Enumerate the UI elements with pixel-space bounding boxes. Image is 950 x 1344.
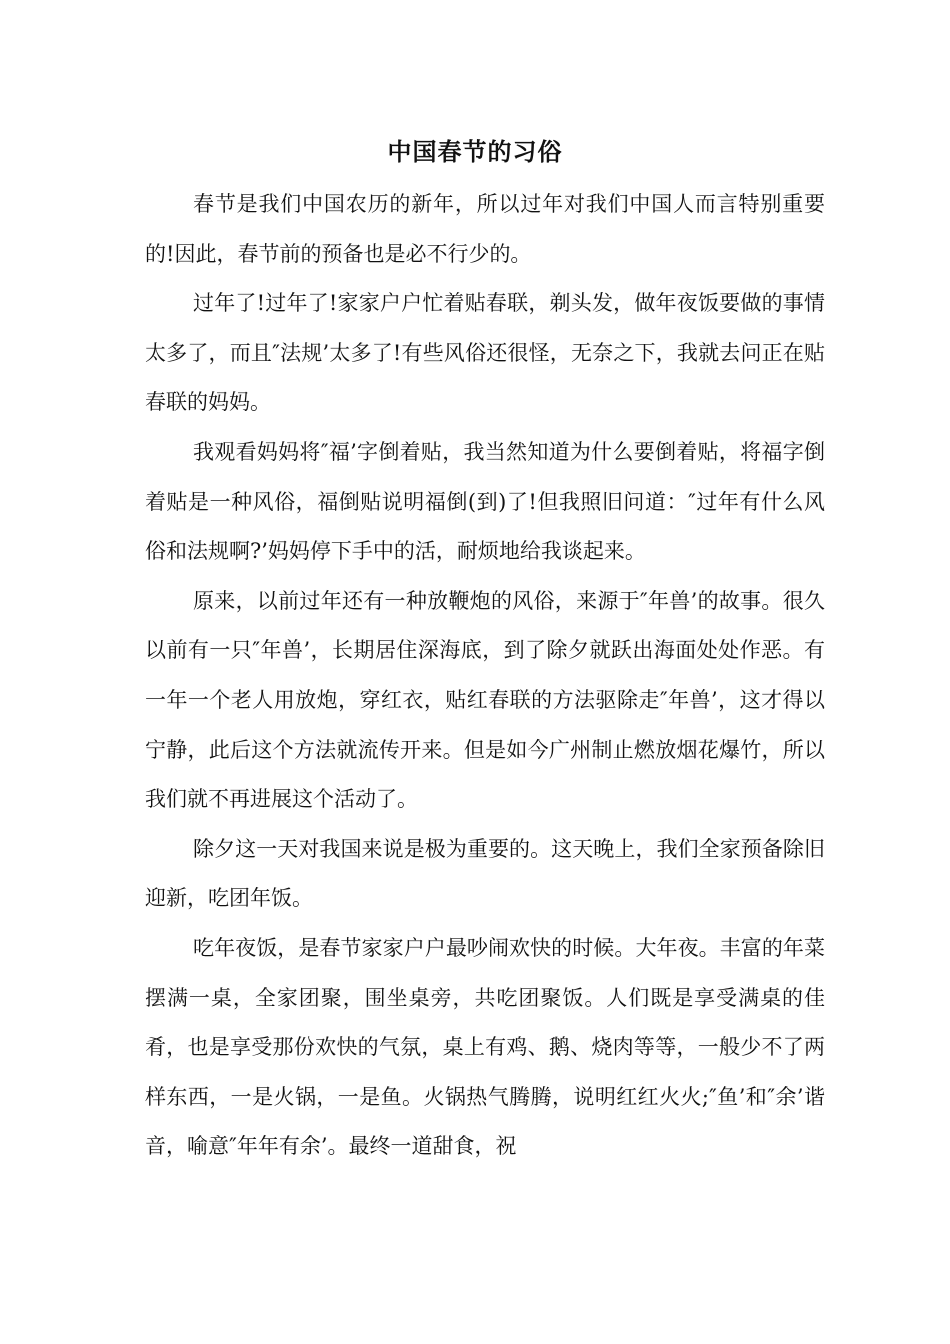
paragraph: 过年了!过年了!家家户户忙着贴春联，剃头发，做年夜饭要做的事情太多了，而且″法规’太多了!有些风俗还很怪，无奈之下，我就去问正在贴春联的妈妈。 bbox=[145, 291, 825, 415]
document-title: 中国春节的习俗 bbox=[387, 137, 563, 166]
document-body bbox=[145, 180, 825, 1172]
paragraph: 吃年夜饭，是春节家家户户最吵闹欢快的时候。大年夜。丰富的年菜摆满一桌，全家团聚，围坐桌旁，共吃团聚饭。人们既是享受满桌的佳肴，也是享受那份欢快的气氛，桌上有鸡、鹅、烧肉等等，一般少不了两样东西，一是火锅，一是鱼。火锅热气腾腾，说明红红火火;″鱼’和″余’谐音，喻意″年年有余’。最终一道甜食，祝 bbox=[145, 935, 825, 1159]
paragraph: 原来，以前过年还有一种放鞭炮的风俗，来源于″年兽’的故事。很久以前有一只″年兽’，长期居住深海底，到了除夕就跃出海面处处作恶。有一年一个老人用放炮，穿红衣，贴红春联的方法驱除走″年兽’，这才得以宁静，此后这个方法就流传开来。但是如今广州制止燃放烟花爆竹，所以我们就不再进展这个活动了。 bbox=[145, 588, 825, 812]
paragraph: 我观看妈妈将″福’字倒着贴，我当然知道为什么要倒着贴，将福字倒着贴是一种风俗，福倒贴说明福倒(到)了!但我照旧问道：″过年有什么风俗和法规啊?’妈妈停下手中的活，耐烦地给我谈起来。 bbox=[145, 439, 825, 564]
paragraph: 除夕这一天对我国来说是极为重要的。这天晚上，我们全家预备除旧迎新，吃团年饭。 bbox=[145, 836, 825, 911]
paragraph: 春节是我们中国农历的新年，所以过年对我们中国人而言特别重要的!因此，春节前的预备也是必不行少的。 bbox=[145, 192, 825, 266]
